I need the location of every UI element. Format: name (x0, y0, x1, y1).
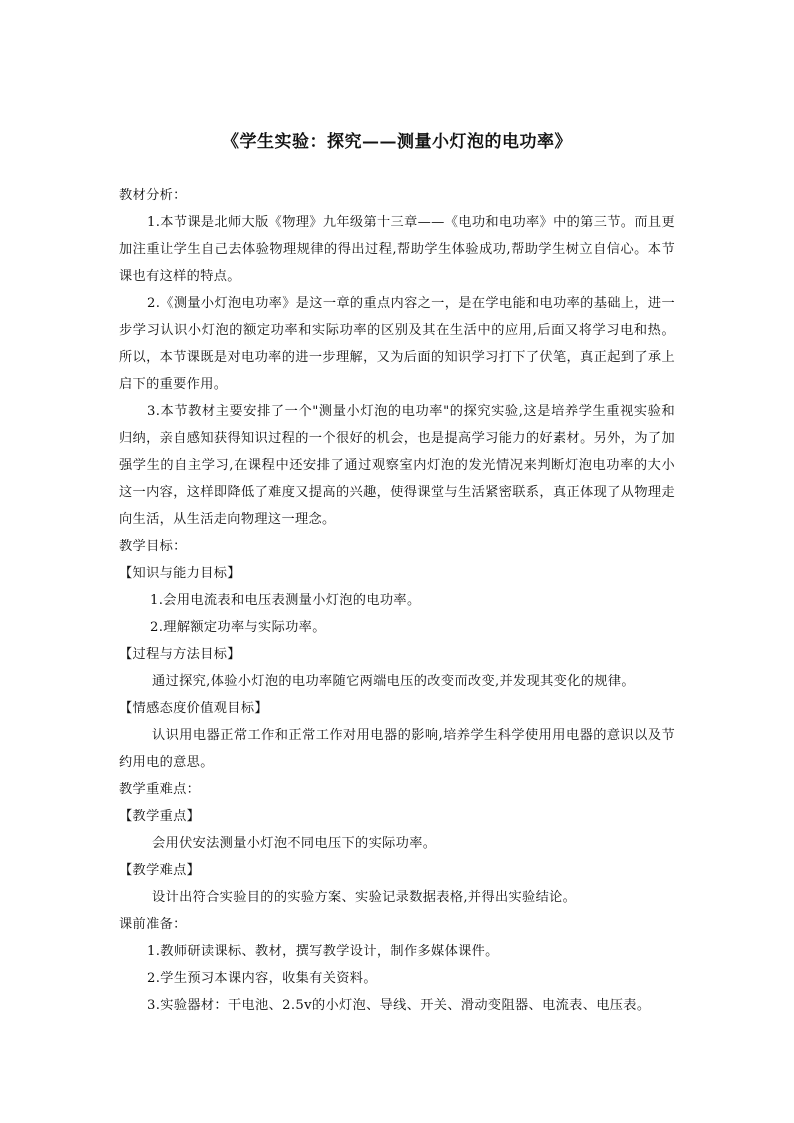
hard-point-text: 设计出符合实验目的的实验方案、实验记录数据表格,并得出实验结论。 (152, 890, 577, 905)
prep-item-1: 1.教师研读课标、教材，撰写教学设计，制作多媒体课件。 (147, 944, 499, 959)
section-heading-prep: 课前准备： (119, 917, 187, 932)
prep-item-3: 3.实验器材：干电池、2.5v的小灯泡、导线、开关、滑动变阻器、电流表、电压表。 (147, 998, 651, 1013)
section-heading-analysis: 教材分析： (119, 188, 187, 203)
knowledge-item-2: 2.理解额定功率与实际功率。 (150, 620, 326, 635)
subheading-process: 【过程与方法目标】 (119, 647, 241, 662)
subheading-hard-point: 【教学难点】 (119, 863, 201, 878)
prep-item-2: 2.学生预习本课内容，收集有关资料。 (147, 971, 377, 986)
key-point-text: 会用伏安法测量小灯泡不同电压下的实际功率。 (152, 836, 437, 851)
document-title: 《学生实验：探究——测量小灯泡的电功率》 (222, 132, 572, 152)
section-heading-difficulty: 教学重难点： (119, 782, 201, 797)
subheading-knowledge: 【知识与能力目标】 (119, 566, 241, 581)
subheading-emotion: 【情感态度价值观目标】 (119, 701, 268, 716)
section-heading-goals: 教学目标： (119, 539, 187, 554)
analysis-paragraph-3: 3.本节教材主要安排了一个"测量小灯泡的电功率"的探究实验,这是培养学生重视实验和归纳，亲自感知获得知识过程的一个很好的机会，也是提高学习能力的好素材。另外，为了加强学生的自主学习,在课程中还安排了通过观察室内灯泡的发光情况来判断灯泡电功率的大小这一内容，这样即降低了难度又提高的兴趣，使得课堂与生活紧密联系，真正体现了从物理走向生活，从生活走向物理这一理念。 (119, 404, 675, 527)
analysis-paragraph-1: 1.本节课是北师大版《物理》九年级第十三章——《电功和电功率》中的第三节。而且更加注重让学生自己去体验物理规律的得出过程,帮助学生体验成功,帮助学生树立自信心。本节课也有这样的特点。 (119, 215, 675, 284)
process-goal-text: 通过探究,体验小灯泡的电功率随它两端电压的改变而改变,并发现其变化的规律。 (152, 674, 635, 689)
analysis-paragraph-2: 2.《测量小灯泡电功率》是这一章的重点内容之一，是在学电能和电功率的基础上，进一步学习认识小灯泡的额定功率和实际功率的区别及其在生活中的应用,后面又将学习电和热。所以，本节课既是对电功率的进一步理解，又为后面的知识学习打下了伏笔，真正起到了承上启下的重要作用。 (119, 296, 675, 392)
subheading-key-point: 【教学重点】 (119, 809, 201, 824)
knowledge-item-1: 1.会用电流表和电压表测量小灯泡的电功率。 (150, 593, 421, 608)
document-body (119, 128, 675, 1019)
emotion-goal-text: 认识用电器正常工作和正常工作对用电器的影响,培养学生科学使用用电器的意识以及节约用电的意思。 (119, 728, 675, 770)
